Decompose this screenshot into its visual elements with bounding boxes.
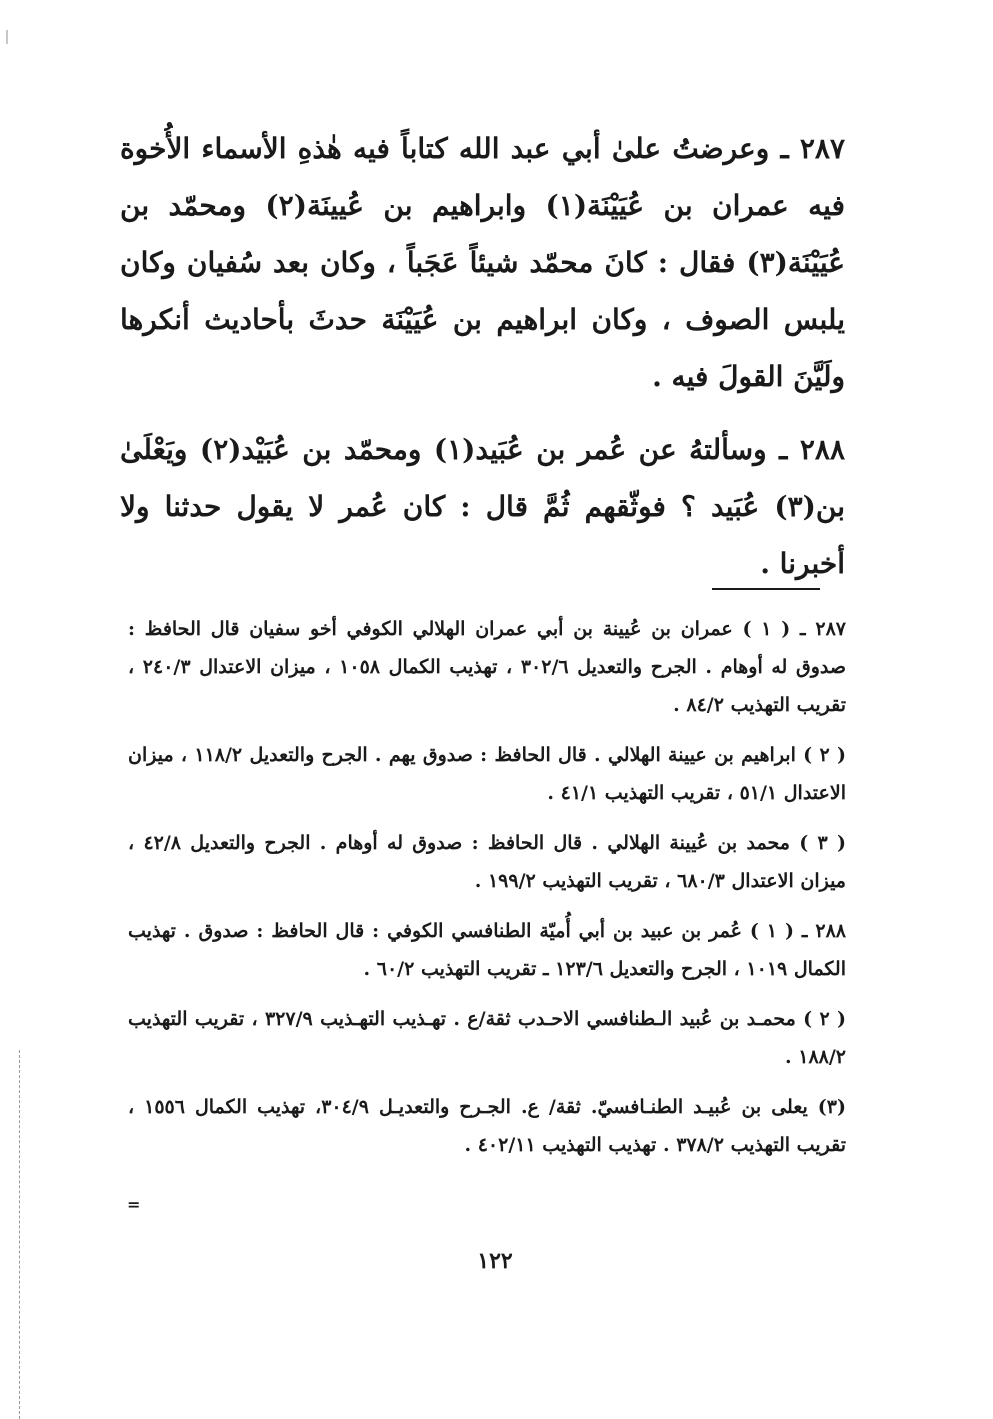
footnote-287-1: ٢٨٧ ـ ( ١ ) عمران بن عُيينة بن أبي عمران الهلالي الكوفي أخو سفيان قال الحافظ : صدوق له أوهام . الجرح والتعديل ٣٠٢/٦ ، تهذيب الكمال ١٠٥٨ ، ميزان الاعتدال ٢٤٠/٣ ، تقريب التهذيب ٨٤/٢ . <box>128 618 847 716</box>
paragraph-288: ٢٨٨ ـ وسألتهُ عن عُمر بن عُبَيد(١) ومحمّد بن عُبَيْد(٢) ويَعْلَىٰ بن(٣) عُبَيد ؟ فوثّقهم ثُمَّ قال : كان عُمر لا يقول حدثنا ولا أخبرنا . <box>120 433 845 580</box>
footnote-288-3: (٣) يعلى بن عُبيـد الطنـافسيّ. ثقة/ ع. الجـرح والتعديـل ٣٠٤/٩، تهذيب الكمال ١٥٥٦ ، تقريب التهذيب ٣٧٨/٢ . تهذيب التهذيب ٤٠٢/١١ . <box>128 1096 846 1156</box>
scan-speck <box>6 30 8 44</box>
continuation-mark: = <box>127 1195 141 1214</box>
footnote-287-3: ( ٣ ) محمد بن عُيينة الهلالي . قال الحافظ : صدوق له أوهام . الجرح والتعديل ٤٢/٨ ، ميزان الاعتدال ٦٨٠/٣ ، تقريب التهذيب ١٩٩/٢ . <box>128 832 847 892</box>
footnote-288-2: ( ٢ ) محمـد بن عُبيد الـطنافسي الاحـدب ثقة/ع . تهـذيب التهـذيب ٣٢٧/٩ ، تقريب التهذيب ١٨٨/٢ . <box>128 1008 847 1068</box>
footnote-288-1: ٢٨٨ ـ ( ١ ) عُمر بن عبيد بن أبي أُميّة الطنافسي الكوفي : قال الحافظ : صدوق . تهذيب الكمال ١٠١٩ ، الجرح والتعديل ١٢٣/٦ ـ تقريب التهذيب ٦٠/٢ . <box>128 920 846 980</box>
footnote-separator <box>712 588 820 590</box>
footnote-287-2: ( ٢ ) ابراهيم بن عيينة الهلالي . قال الحافظ : صدوق يهم . الجرح والتعديل ١١٨/٢ ، ميزان الاعتدال ٥١/١ ، تقريب التهذيب ٤١/١ . <box>128 744 846 804</box>
footnotes <box>128 610 846 1176</box>
paragraph-287: ٢٨٧ ـ وعرضتُ علىٰ أبي عبد الله كتاباً فيه هٰذهِ الأسماء الأُخوة فيه عمران بن عُيَيْنَة(١) وابراهيم بن عُيينَة(٢) ومحمّد بن عُيَيْنَة(٣) فقال : كانَ محمّد شيئاً عَجَباً ، وكان بعد سُفيان وكان يلبس الصوف ، وكان ابراهيم بن عُيَيْنَة حدثَ بأحاديث أنكرها ولَيَّنَ القولَ فيه . <box>120 132 845 393</box>
main-text <box>120 120 845 608</box>
page-number: ١٢٢ <box>477 1248 513 1274</box>
scan-edge-line <box>19 1050 20 1419</box>
